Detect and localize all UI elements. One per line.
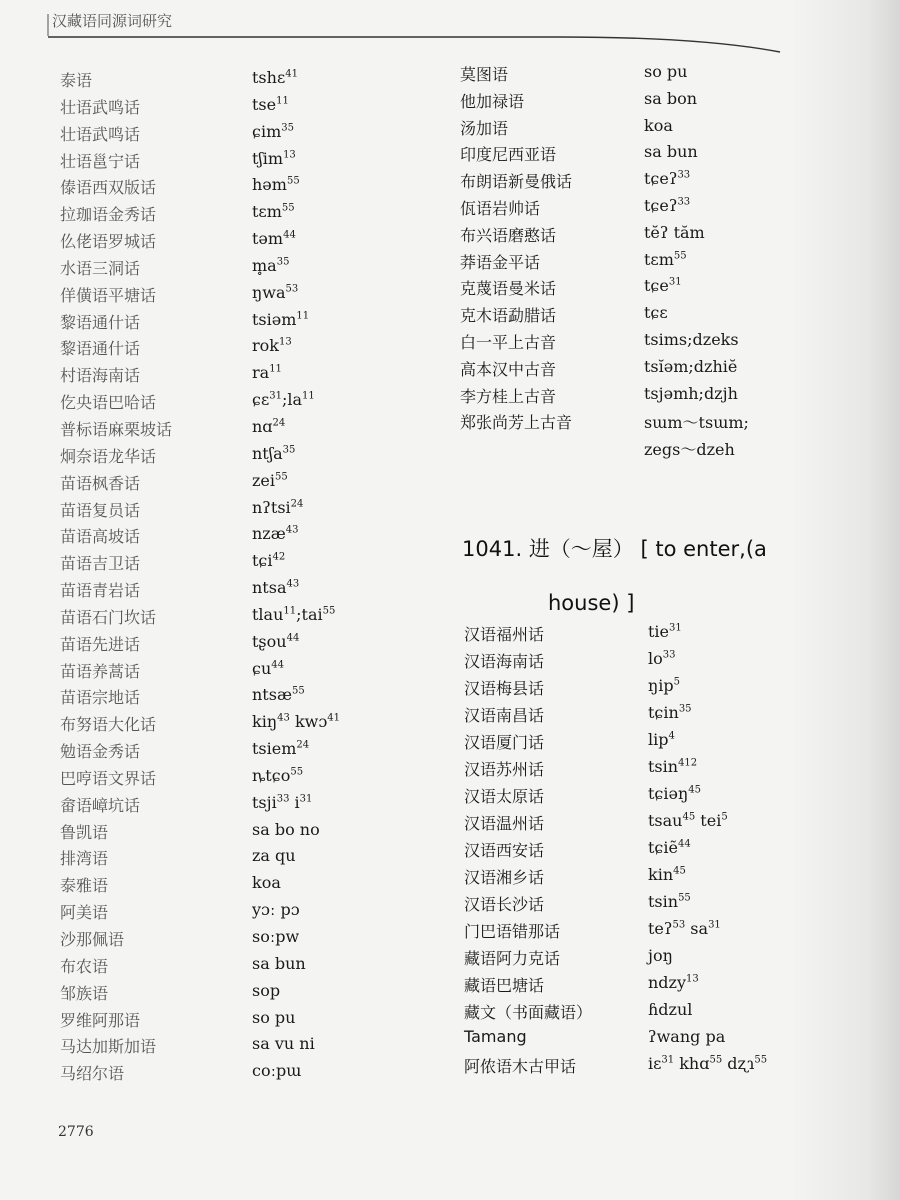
language-name: 仫佬语罗城话 xyxy=(60,232,157,252)
phonetic-form: tsjəmh;dzjh xyxy=(644,383,738,403)
phonetic-form: tɕi$^{42}$ xyxy=(252,551,286,571)
language-name: 马达加斯加语 xyxy=(60,1037,157,1057)
phonetic-form: sa bun xyxy=(252,953,306,973)
entry-number: 1041. xyxy=(462,537,523,561)
language-name: 克蔑语曼米话 xyxy=(460,279,557,299)
language-name: 克木语勐腊话 xyxy=(460,306,557,326)
language-name: Tamang xyxy=(464,1027,527,1046)
phonetic-form: tɛm$^{55}$ xyxy=(644,249,687,269)
language-name: 藏语阿力克话 xyxy=(464,949,561,968)
language-name: 藏文（书面藏语） xyxy=(464,1003,593,1022)
language-name: 巴哼语文界话 xyxy=(60,768,157,788)
phonetic-form: tsiem$^{24}$ xyxy=(252,739,310,759)
language-name: 汉语南昌话 xyxy=(464,706,545,725)
language-name: 汉语长沙话 xyxy=(464,895,545,914)
language-name: 壮语武鸣话 xyxy=(60,124,141,144)
phonetic-form: ntsa$^{43}$ xyxy=(252,578,300,598)
language-name: 苗语养蒿话 xyxy=(60,661,141,681)
phonetic-form: so pu xyxy=(252,1007,296,1027)
phonetic-form: nʔtsi$^{24}$ xyxy=(252,497,304,517)
language-name: 苗语宗地话 xyxy=(60,688,141,708)
phonetic-form: kin$^{45}$ xyxy=(648,865,686,884)
phonetic-form: $m̥a^{35}$ xyxy=(252,255,290,275)
phonetic-form: tie$^{31}$ xyxy=(648,622,682,641)
phonetic-form: tlau$^{11}$;tai$^{55}$ xyxy=(252,604,336,624)
language-name: 苗语复员话 xyxy=(60,500,141,520)
language-name: 阿侬语木古甲话 xyxy=(464,1057,577,1076)
phonetic-form: tsau$^{45}$ tei$^5$ xyxy=(648,811,728,830)
page-edge-shadow xyxy=(790,0,900,1200)
phonetic-form: həm$^{55}$ xyxy=(252,175,300,195)
phonetic-form: iɛ$^{31}$ khɑ$^{55}$ dʐɿ$^{55}$ xyxy=(648,1054,768,1073)
language-name: 阿美语 xyxy=(60,903,109,923)
phonetic-form: təm$^{44}$ xyxy=(252,229,296,249)
phonetic-form: ɕu$^{44}$ xyxy=(252,658,284,678)
phonetic-form: ɕim$^{35}$ xyxy=(252,121,294,141)
phonetic-form: teʔ$^{53}$ $sa^{31}$ xyxy=(648,919,721,938)
phonetic-form: $ɕɛ^{31};la^{11}$ xyxy=(252,390,315,410)
phonetic-form: sop xyxy=(252,980,281,1000)
language-name: 普标语麻栗坡话 xyxy=(60,419,173,439)
language-name: 汉语湘乡话 xyxy=(464,868,545,887)
phonetic-form: tɕeʔ$^{33}$ xyxy=(644,195,691,215)
language-name: 汉语温州话 xyxy=(464,814,545,833)
phonetic-form: tɕe$^{31}$ xyxy=(644,276,682,296)
language-name: 水语三洞话 xyxy=(60,258,141,278)
phonetic-form: tse$^{11}$ xyxy=(252,94,289,114)
language-name: 黎语通什话 xyxy=(60,339,141,359)
phonetic-form: ntsæ$^{55}$ xyxy=(252,685,305,705)
phonetic-form: tsin$^{55}$ xyxy=(648,892,691,911)
language-name: 布朗语新曼俄话 xyxy=(460,172,573,192)
phonetic-form: lip$^4$ xyxy=(648,730,675,749)
phonetic-form: sa bon xyxy=(644,88,698,108)
phonetic-form: tɕɛ xyxy=(644,303,668,323)
phonetic-form: tsĭəm;dzhiĕ xyxy=(644,356,738,376)
entry-heading xyxy=(462,522,792,630)
language-name: 勉语金秀话 xyxy=(60,742,141,762)
language-name: 藏语巴塘话 xyxy=(464,976,545,995)
language-name: 泰雅语 xyxy=(60,876,109,896)
phonetic-form: joŋ xyxy=(648,946,673,965)
phonetic-form: ɦdzul xyxy=(648,1000,693,1019)
phonetic-form: tĕʔ tăm xyxy=(644,222,705,242)
entry-gloss-line1: [ to enter,(a xyxy=(640,537,767,561)
language-name: 沙那佩语 xyxy=(60,930,125,949)
language-name: 仡央语巴哈话 xyxy=(60,393,157,413)
language-name: 苗语青岩话 xyxy=(60,581,141,601)
language-name: 汉语厦门话 xyxy=(464,733,545,752)
language-name: 炯奈语龙华话 xyxy=(60,446,157,466)
language-name: 汉语海南话 xyxy=(464,652,545,671)
language-name: 白一平上古音 xyxy=(460,332,557,352)
phonetic-form: ntʃa$^{35}$ xyxy=(252,443,296,463)
language-name: 汉语福州话 xyxy=(464,625,545,644)
phonetic-form: tʂou$^{44}$ xyxy=(252,631,300,651)
phonetic-form: tshɛ$^{41}$ xyxy=(252,68,298,87)
language-name: 莫图语 xyxy=(460,65,509,84)
language-name: 黎语通什话 xyxy=(60,312,141,332)
phonetic-form: so pu xyxy=(644,62,688,81)
language-name: 苗语高坡话 xyxy=(60,527,141,547)
phonetic-form: koa xyxy=(644,115,673,135)
language-name: 佤语岩帅话 xyxy=(460,198,541,218)
language-name: 壮语邕宁话 xyxy=(60,151,141,171)
language-name: 鲁凯语 xyxy=(60,822,109,842)
language-name: 村语海南话 xyxy=(60,366,141,386)
language-name: 苗语吉卫话 xyxy=(60,554,141,574)
phonetic-form: tɕin$^{35}$ xyxy=(648,703,692,722)
phonetic-form: nɑ$^{24}$ xyxy=(252,416,286,436)
phonetic-form: $ra^{11}$ xyxy=(252,363,282,383)
entry-gloss-line2: house) ] xyxy=(548,591,635,615)
language-name: 印度尼西亚语 xyxy=(460,145,557,165)
language-name: 李方桂上古音 xyxy=(460,386,557,406)
phonetic-form: sa bun xyxy=(644,142,698,162)
phonetic-form: ŋwa$^{53}$ xyxy=(252,282,299,302)
language-name: 布努语大化话 xyxy=(60,715,157,735)
language-name: 罗维阿那语 xyxy=(60,1010,141,1030)
phonetic-form: koa xyxy=(252,873,281,893)
entry-headword: 进（～屋） xyxy=(528,537,634,561)
phonetic-form: kiŋ$^{43}$ kwɔ$^{41}$ xyxy=(252,712,341,732)
language-name: 汉语太原话 xyxy=(464,787,545,806)
phonetic-form: sa bo no xyxy=(252,819,320,839)
phonetic-form: nzæ$^{43}$ xyxy=(252,524,299,544)
phonetic-form: sa vu ni xyxy=(252,1034,315,1054)
phonetic-form: ʔwang pa xyxy=(648,1027,726,1046)
language-name: 布兴语磨憨话 xyxy=(460,225,557,245)
language-name: 苗语枫香话 xyxy=(60,473,141,493)
phonetic-form: ndzy$^{13}$ xyxy=(648,973,699,992)
language-name: 汉语梅县话 xyxy=(464,679,545,698)
phonetic-form: ŋip$^5$ xyxy=(648,676,681,695)
phonetic-form: zegs～dzeh xyxy=(644,440,735,460)
phonetic-form: rok$^{13}$ xyxy=(252,336,292,356)
phonetic-form: zei$^{55}$ xyxy=(252,470,288,490)
language-name: 排湾语 xyxy=(60,849,109,869)
phonetic-form: tɕeʔ$^{33}$ xyxy=(644,169,691,189)
phonetic-form: tʃim$^{13}$ xyxy=(252,148,296,168)
phonetic-form: tɛm$^{55}$ xyxy=(252,202,295,222)
language-name: 壮语武鸣话 xyxy=(60,97,141,117)
language-name: 莽语金平话 xyxy=(460,252,541,272)
language-name: 汤加语 xyxy=(460,118,509,138)
language-name: 高本汉中古音 xyxy=(460,359,557,379)
phonetic-form: sɯm～tsɯm; xyxy=(644,413,749,433)
running-header: 汉藏语同源词研究 xyxy=(52,12,173,30)
phonetic-form: tɕiəŋ$^{45}$ xyxy=(648,784,702,803)
language-name: 傣语西双版话 xyxy=(60,178,157,198)
phonetic-form: tsiəm$^{11}$ xyxy=(252,309,310,329)
language-name: 布农语 xyxy=(60,956,109,976)
language-name: 苗语石门坎话 xyxy=(60,607,157,627)
language-name: 拉珈语金秀话 xyxy=(60,205,157,225)
page-number: 2776 xyxy=(58,1124,94,1140)
phonetic-form: yɔː pɔ xyxy=(252,900,300,920)
language-name: 佯僙语平塘话 xyxy=(60,285,157,305)
phonetic-form: za qu xyxy=(252,846,296,866)
phonetic-form: soːpw xyxy=(252,927,300,946)
language-name: 郑张尚芳上古音 xyxy=(460,413,573,433)
phonetic-form: coːpɯ xyxy=(252,1061,302,1081)
phonetic-form: tɕiẽ$^{44}$ xyxy=(648,838,691,857)
language-name: 马绍尔语 xyxy=(60,1064,125,1084)
language-name: 泰语 xyxy=(60,71,93,90)
language-name: 门巴语错那话 xyxy=(464,922,561,941)
phonetic-form: $lo^{33}$ xyxy=(648,649,676,668)
phonetic-form: tsji$^{33}$ $i^{31}$ xyxy=(252,792,313,812)
language-name: 邹族语 xyxy=(60,983,109,1003)
phonetic-form: tsims;dzeks xyxy=(644,329,739,349)
language-name: 他加禄语 xyxy=(460,91,525,111)
language-name: 苗语先进话 xyxy=(60,634,141,654)
language-name: 畲语嶂坑话 xyxy=(60,795,141,815)
phonetic-form: ȵtɕo$^{55}$ xyxy=(252,765,304,785)
language-name: 汉语苏州话 xyxy=(464,760,545,779)
language-name: 汉语西安话 xyxy=(464,841,545,860)
phonetic-form: tsin$^{412}$ xyxy=(648,757,698,776)
